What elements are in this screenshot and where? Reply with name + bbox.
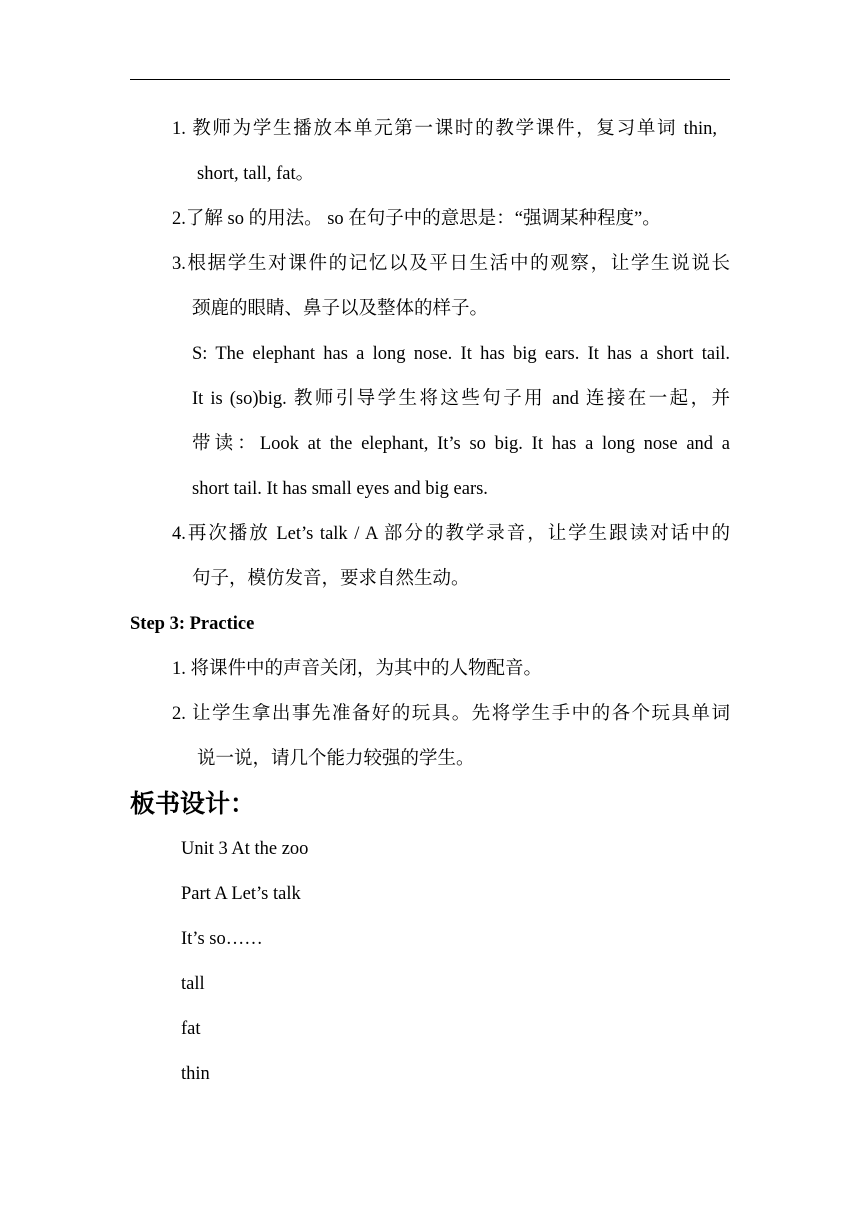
step-item-3-line-5: 带读：Look at the elephant, It’s so big. It has a long nose and a xyxy=(192,434,730,454)
board-line-word-thin: thin xyxy=(181,1064,210,1084)
board-line-unit-title: Unit 3 At the zoo xyxy=(181,839,309,859)
board-line-part-title: Part A Let’s talk xyxy=(181,884,301,904)
step-item-1-line-2: short, tall, fat。 xyxy=(197,164,315,184)
board-line-word-tall: tall xyxy=(181,974,205,994)
step-item-3-line-4: It is (so)big. 教师引导学生将这些句子用 and 连接在一起，并 xyxy=(192,389,730,409)
step-item-4-line-2: 句子，模仿发音，要求自然生动。 xyxy=(192,569,470,589)
practice-heading: Step 3: Practice xyxy=(130,614,255,634)
step-item-2: 2.了解 so 的用法。 so 在句子中的意思是：“强调某种程度”。 xyxy=(172,209,661,229)
practice-item-2-line-2: 说一说，请几个能力较强的学生。 xyxy=(197,749,475,769)
board-design-heading: 板书设计： xyxy=(130,791,256,818)
board-line-word-fat: fat xyxy=(181,1019,201,1039)
step-item-4-line-1: 4.再次播放 Let’s talk / A 部分的教学录音，让学生跟读对话中的 xyxy=(172,524,730,544)
step-item-1-line-1: 1. 教师为学生播放本单元第一课时的教学课件，复习单词 thin, xyxy=(172,119,717,139)
practice-item-1: 1. 将课件中的声音关闭，为其中的人物配音。 xyxy=(172,659,543,679)
header-rule xyxy=(130,79,730,80)
step-item-3-line-3: S: The elephant has a long nose. It has big ears. It has a short tail. xyxy=(192,344,730,364)
board-line-sentence-pattern: It’s so…… xyxy=(181,929,263,949)
step-item-3-line-6: short tail. It has small eyes and big ears. xyxy=(192,479,488,499)
practice-item-2-line-1: 2. 让学生拿出事先准备好的玩具。先将学生手中的各个玩具单词 xyxy=(172,704,730,724)
step-item-3-line-1: 3.根据学生对课件的记忆以及平日生活中的观察，让学生说说长 xyxy=(172,254,730,274)
step-item-3-line-2: 颈鹿的眼睛、鼻子以及整体的样子。 xyxy=(192,299,489,319)
